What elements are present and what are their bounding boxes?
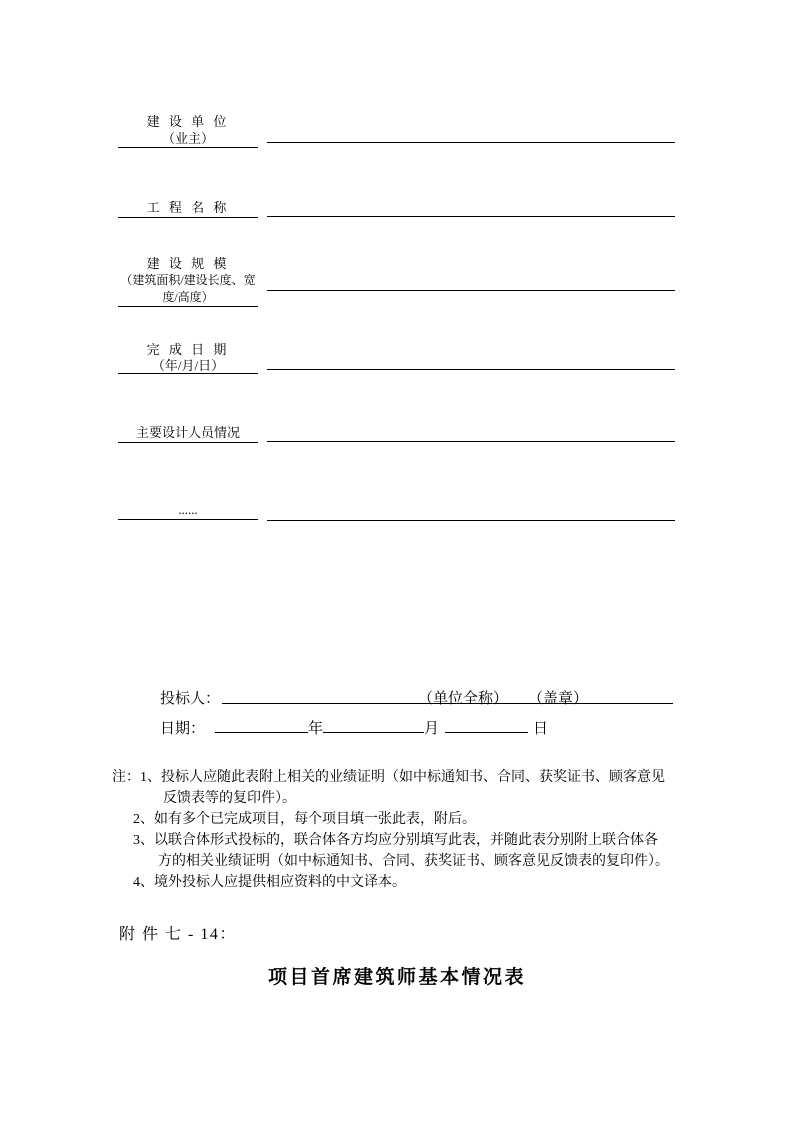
appendix-table-title: 项目首席建筑师基本情况表 (267, 967, 526, 988)
date-day-blank[interactable] (445, 719, 528, 733)
field-label-line: 建 设 单 位 (146, 114, 230, 129)
note-line: 2、如有多个已完成项目，每个项目填一张此表，附后。 (133, 812, 476, 827)
note-line: 3、以联合体形式投标的，联合体各方均应分别填写此表，并随此表分别附上联合体各 (133, 833, 658, 848)
month-label: 月 (424, 721, 440, 737)
field-label-construction-unit (118, 112, 258, 148)
fill-line-ellipsis[interactable] (267, 520, 675, 521)
seal-label: （盖章） (528, 691, 589, 707)
unit-full-name-label: （单位全称） (418, 691, 509, 707)
fill-line-completion-date[interactable] (267, 369, 675, 370)
field-label-ellipsis (118, 501, 258, 520)
note-line: 反馈表等的复印件）。 (163, 791, 296, 806)
field-label-line: 完 成 日 期 (146, 342, 230, 357)
field-label-completion-date (118, 340, 258, 374)
field-label-line: （建筑面积/建设长度、宽 (120, 273, 256, 287)
date-row (160, 719, 548, 737)
fill-line-construction-scale[interactable] (267, 290, 675, 291)
field-label-design-personnel (118, 424, 258, 443)
year-label: 年 (308, 721, 324, 737)
fill-line-design-personnel[interactable] (267, 441, 675, 442)
date-label: 日期： (160, 721, 206, 737)
day-label: 日 (533, 721, 549, 737)
field-label-line: 工 程 名 称 (146, 200, 230, 215)
fill-line-construction-unit[interactable] (267, 142, 675, 143)
bidder-label: 投标人： (160, 691, 221, 707)
note-line: 注：1、投标人应随此表附上相关的业绩证明（如中标通知书、合同、获奖证书、顾客意见 (112, 770, 665, 785)
date-month-blank[interactable] (323, 719, 424, 733)
field-label-line: （年/月/日） (151, 358, 225, 373)
field-label-line: （业主） (161, 131, 214, 146)
fill-line-project-name[interactable] (267, 216, 675, 217)
field-label-construction-scale (118, 255, 258, 307)
field-label-line: ...... (178, 502, 198, 517)
note-line: 方的相关业绩证明（如中标通知书、合同、获奖证书、顾客意见反馈表的复印件）。 (158, 854, 669, 869)
notes-block (112, 767, 712, 893)
appendix-number-label: 附 件 七 - 14： (119, 926, 237, 943)
field-label-line: 主要设计人员情况 (135, 425, 240, 440)
note-line: 4、境外投标人应提供相应资料的中文译本。 (133, 875, 406, 890)
date-year-blank[interactable] (215, 719, 308, 733)
field-label-project-name (118, 198, 258, 218)
field-label-line: 建 设 规 模 (146, 256, 230, 271)
field-label-line: 度/高度） (162, 290, 214, 304)
